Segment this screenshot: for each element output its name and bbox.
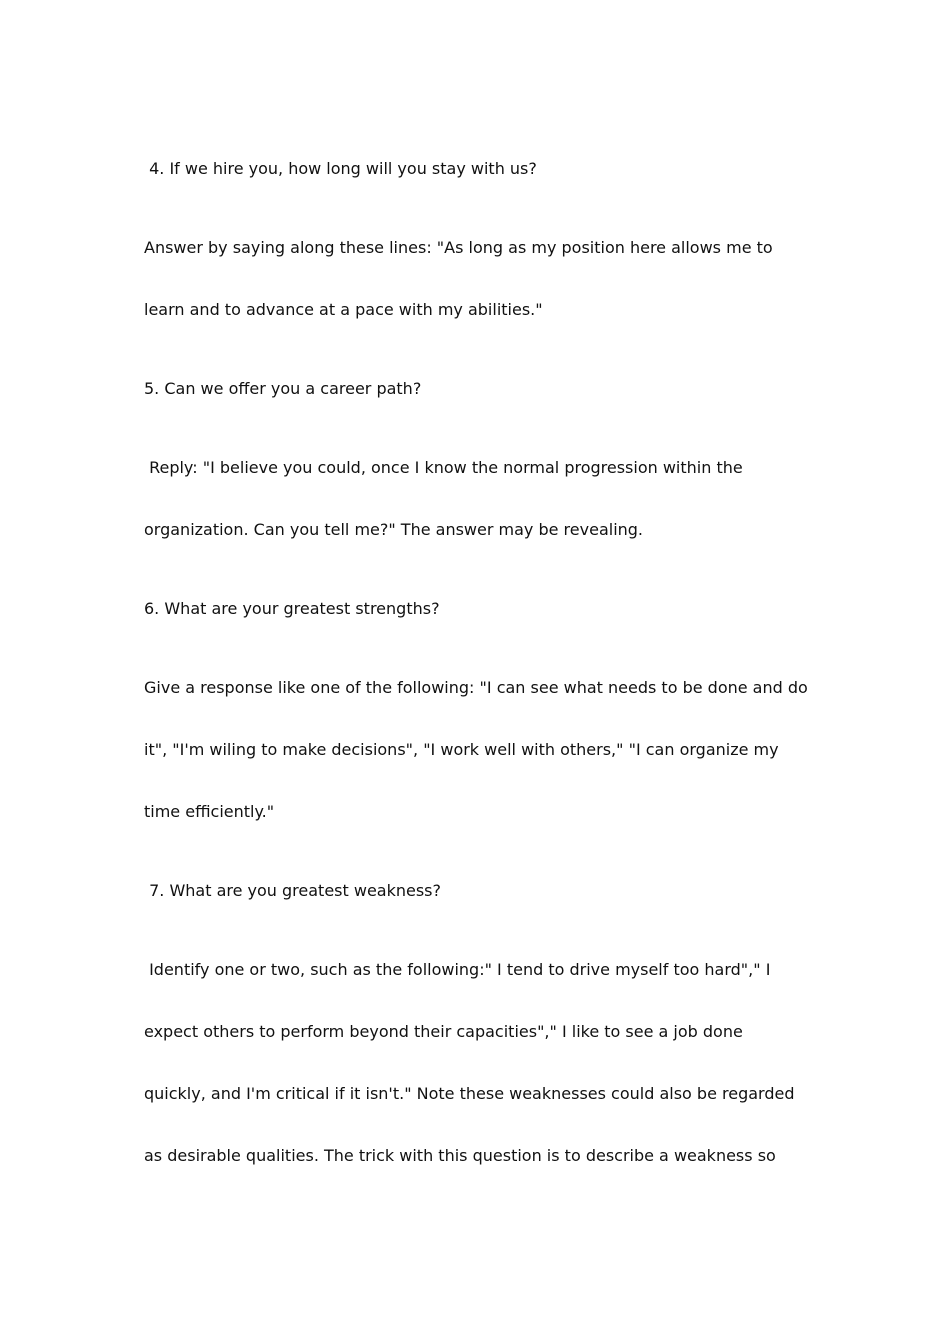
question-5: 5. Can we offer you a career path? [144,379,422,398]
answer-4-line-1: Answer by saying along these lines: "As long as my position here allows me to [144,238,773,257]
answer-5-line-2: organization. Can you tell me?" The answer may be revealing. [144,520,644,539]
question-6: 6. What are your greatest strengths? [144,599,440,618]
answer-6-line-1: Give a response like one of the following: "I can see what needs to be done and do [144,678,808,697]
answer-7-line-1: Identify one or two, such as the following:" I tend to drive myself too hard"," I [144,960,771,979]
answer-7-line-2: expect others to perform beyond their capacities"," I like to see a job done [144,1022,743,1041]
answer-7-line-4: as desirable qualities. The trick with this question is to describe a weakness so [144,1146,776,1165]
question-7: 7. What are you greatest weakness? [144,881,441,900]
answer-7-line-3: quickly, and I'm critical if it isn't." Note these weaknesses could also be regarded [144,1084,795,1103]
answer-6-line-2: it", "I'm wiling to make decisions", "I work well with others," "I can organize my [144,740,779,759]
question-4: 4. If we hire you, how long will you stay with us? [144,159,537,178]
answer-5-line-1: Reply: "I believe you could, once I know the normal progression within the [144,458,743,477]
answer-4-line-2: learn and to advance at a pace with my abilities." [144,300,543,319]
answer-6-line-3: time efficiently." [144,802,275,821]
